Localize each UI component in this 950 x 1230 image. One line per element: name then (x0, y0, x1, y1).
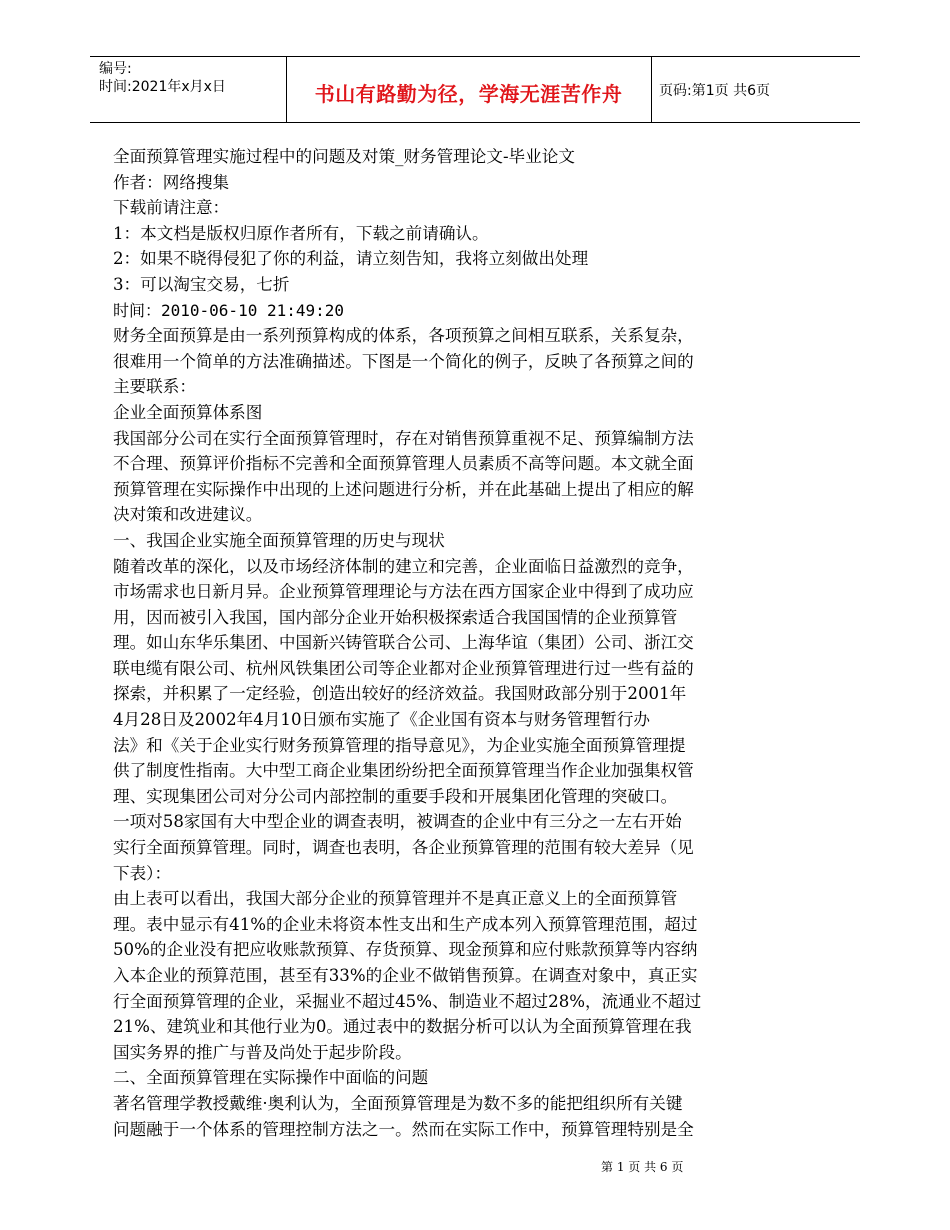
notice-item-2: 2：如果不晓得侵犯了你的利益，请立刻告知，我将立刻做出处理 (113, 249, 589, 269)
figure-caption: 企业全面预算体系图 (113, 402, 263, 422)
body-line: 财务全面预算是由一系列预算构成的体系，各项预算之间相互联系，关系复杂， (113, 326, 694, 346)
header-top-rule (90, 56, 860, 57)
document-body (113, 144, 773, 1142)
body-line: 4月28日及2002年4月10日颁布实施了《企业国有资本与财务管理暂行办 (113, 710, 651, 730)
body-line: 实行全面预算管理。同时，调查也表明，各企业预算管理的范围有较大差异（见 (113, 838, 694, 858)
notice-item-3: 3：可以淘宝交易，七折 (113, 274, 290, 294)
body-line: 市场需求也日新月异。企业预算管理理论与方法在西方国家企业中得到了成功应 (113, 582, 694, 602)
document-title: 全面预算管理实施过程中的问题及对策_财务管理论文-毕业论文 (113, 147, 575, 166)
document-time-label: 时间:2021年x月x日 (99, 79, 226, 95)
body-line: 理、实现集团公司对分公司内部控制的重要手段和开展集团化管理的突破口。 (113, 786, 678, 806)
body-line: 决对策和改进建议。 (113, 505, 263, 525)
body-line: 国实务界的推广与普及尚处于起步阶段。 (113, 1042, 412, 1062)
body-line: 入本企业的预算范围，甚至有33%的企业不做销售预算。在调查对象中，真正实 (113, 966, 698, 985)
body-line: 21%、建筑业和其他行业为0。通过表中的数据分析可以认为全面预算管理在我 (113, 1017, 692, 1037)
body-line: 我国部分公司在实行全面预算管理时，存在对销售预算重视不足、预算编制方法 (113, 428, 694, 448)
body-line: 理。表中显示有41%的企业未将资本性支出和生产成本列入预算管理范围，超过 (113, 914, 698, 934)
body-line: 不合理、预算评价指标不完善和全面预算管理人员素质不高等问题。本文就全面 (113, 454, 694, 474)
body-line: 50%的企业没有把应收账款预算、存货预算、现金预算和应付账款预算等内容纳 (113, 940, 698, 960)
publish-time: 时间：2010-06-10 21:49:20 (113, 300, 345, 320)
body-line: 法》和《关于企业实行财务预算管理的指导意见》，为企业实施全面预算管理提 (113, 735, 686, 755)
body-line: 一项对58家国有大中型企业的调查表明，被调查的企业中有三分之一左右开始 (113, 812, 682, 832)
notice-heading: 下载前请注意： (113, 198, 230, 218)
header-page-info: 页码:第1页 共6页 (659, 83, 770, 99)
header-motto: 书山有路勤为径，学海无涯苦作舟 (314, 82, 623, 106)
section-heading-2: 二、全面预算管理在实际操作中面临的问题 (113, 1068, 429, 1088)
body-line: 下表）： (113, 863, 172, 883)
page-footer-label: 第 1 页 共 6 页 (601, 1160, 684, 1174)
header-bottom-rule (90, 122, 860, 123)
body-line: 由上表可以看出，我国大部分企业的预算管理并不是真正意义上的全面预算管 (113, 889, 678, 909)
body-line: 用，因而被引入我国，国内部分企业开始积极探索适合我国国情的企业预算管 (113, 607, 678, 627)
body-line: 问题融于一个体系的管理控制方法之一。然而在实际工作中，预算管理特别是全 (113, 1119, 694, 1139)
body-line: 预算管理在实际操作中出现的上述问题进行分析，并在此基础上提出了相应的解 (113, 479, 694, 499)
body-line: 理。如山东华乐集团、中国新兴铸管联合公司、上海华谊（集团）公司、浙江交 (113, 633, 694, 653)
body-line: 主要联系： (113, 377, 196, 397)
section-heading-1: 一、我国企业实施全面预算管理的历史与现状 (113, 530, 445, 550)
document-number-label: 编号: (99, 61, 132, 77)
header-meta (99, 60, 226, 96)
notice-item-1: 1：本文档是版权归原作者所有，下载之前请确认。 (113, 223, 489, 243)
header-divider-right (651, 56, 652, 122)
body-line: 供了制度性指南。大中型工商企业集团纷纷把全面预算管理当作企业加强集权管 (113, 761, 694, 781)
body-line: 著名管理学教授戴维·奥利认为，全面预算管理是为数不多的能把组织所有关键 (113, 1093, 683, 1113)
body-line: 联电缆有限公司、杭州风铁集团公司等企业都对企业预算管理进行过一些有益的 (113, 658, 694, 678)
body-line: 行全面预算管理的企业，采掘业不超过45%、制造业不超过28%，流通业不超过 (113, 991, 702, 1011)
body-line: 很难用一个简单的方法准确描述。下图是一个简化的例子，反映了各预算之间的 (113, 351, 694, 371)
body-line: 随着改革的深化，以及市场经济体制的建立和完善，企业面临日益激烈的竞争， (113, 556, 694, 576)
body-line: 探索，并积累了一定经验，创造出较好的经济效益。我国财政部分别于2001年 (113, 684, 687, 704)
author-line: 作者：网络搜集 (113, 172, 230, 192)
